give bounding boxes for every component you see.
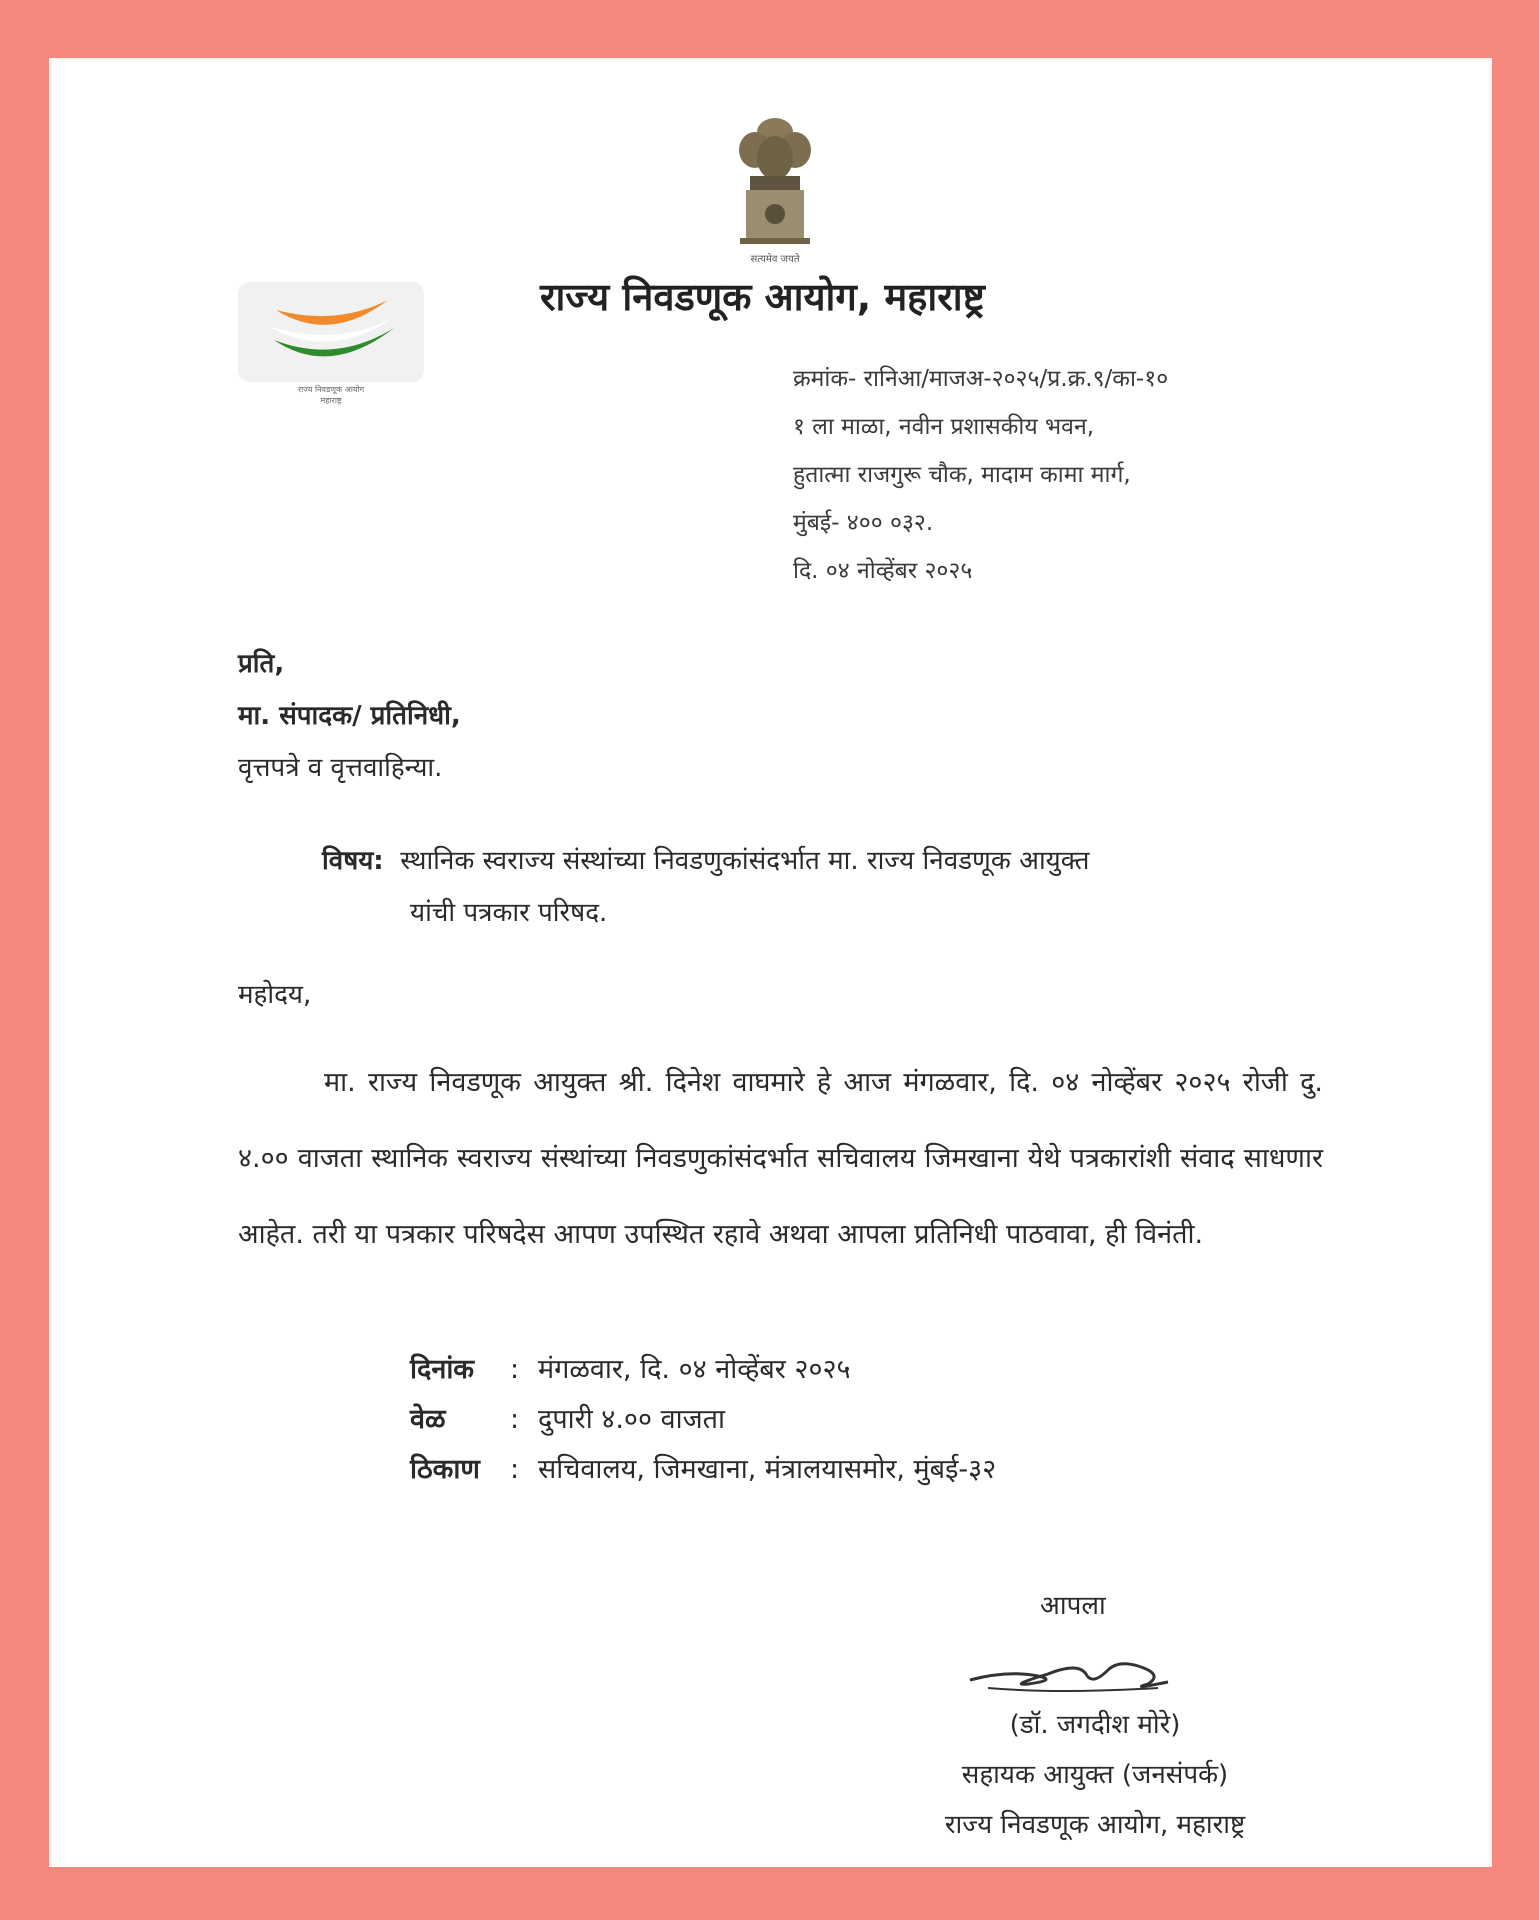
subject-block (322, 835, 1322, 939)
signatory-block (880, 1700, 1310, 1850)
detail-sep: : (510, 1404, 520, 1435)
signature-icon (968, 1640, 1188, 1700)
emblem-caption: सत्यमेव जयते (750, 254, 800, 265)
recipient-block (238, 638, 461, 794)
detail-sep: : (510, 1354, 520, 1385)
subject-line-2: यांची पत्रकार परिषद. (410, 898, 608, 928)
commission-logo-icon (238, 282, 424, 382)
address-line-3: मुंबई- ४०० ०३२. (793, 510, 934, 536)
recipient-org: वृत्तपत्रे व वृत्तवाहिन्या. (238, 753, 443, 783)
address-line-2: हुतात्मा राजगुरू चौक, मादाम कामा मार्ग, (793, 462, 1131, 488)
salutation: महोदय, (238, 980, 312, 1010)
detail-row-date (410, 1345, 996, 1395)
body-paragraph: मा. राज्य निवडणूक आयुक्त श्री. दिनेश वाघमारे हे आज मंगळवार, दि. ०४ नोव्हेंबर २०२५ रोजी दु. ४.०० वाजता स्थानिक स्वराज्य संस्थांच्या निवडणुकांसंदर्भात सचिवालय जिमखाना येथे पत्रकारांशी संवाद साधणार आहेत. तरी या पत्रकार परिषदेस आपण उपस्थित रहावे अथवा आपला प्रतिनिधी पाठवावा, ही विनंती. (238, 1067, 1323, 1250)
logo-caption-line2: महाराष्ट्र (320, 396, 342, 405)
signatory-org: राज्य निवडणूक आयोग, महाराष्ट्र (944, 1810, 1246, 1840)
detail-key: दिनांक (410, 1354, 475, 1385)
signatory-name: (डॉ. जगदीश मोरे) (1009, 1710, 1181, 1740)
event-details (410, 1345, 996, 1495)
logo-caption-line1: राज्य निवडणूक आयोग (297, 385, 365, 394)
address-block (793, 355, 1168, 595)
detail-row-time (410, 1395, 996, 1445)
signoff-yours: आपला (1040, 1591, 1106, 1621)
reference-number: क्रमांक- रानिआ/माजअ-२०२५/प्र.क्र.९/का-१० (793, 366, 1169, 392)
recipient-prati: प्रति, (238, 649, 285, 679)
recipient-name: मा. संपादक/ प्रतिनिधी, (238, 701, 461, 731)
national-emblem-icon (720, 110, 830, 270)
signatory-designation: सहायक आयुक्त (जनसंपर्क) (961, 1760, 1229, 1790)
detail-value: मंगळवार, दि. ०४ नोव्हेंबर २०२५ (538, 1354, 851, 1385)
subject-line-1: स्थानिक स्वराज्य संस्थांच्या निवडणुकांसंदर्भात मा. राज्य निवडणूक आयुक्त (400, 846, 1090, 876)
subject-label: विषय: (322, 846, 384, 876)
detail-key: वेळ (410, 1404, 446, 1435)
detail-sep: : (510, 1454, 520, 1485)
address-line-1: १ ला माळा, नवीन प्रशासकीय भवन, (793, 414, 1095, 440)
detail-value: दुपारी ४.०० वाजता (538, 1404, 725, 1435)
logo-caption (236, 384, 426, 406)
detail-row-venue (410, 1445, 996, 1495)
detail-key: ठिकाण (410, 1454, 480, 1485)
detail-value: सचिवालय, जिमखाना, मंत्रालयासमोर, मुंबई-३२ (538, 1454, 997, 1485)
letter-date: दि. ०४ नोव्हेंबर २०२५ (793, 558, 973, 584)
letterhead-title: राज्य निवडणूक आयोग, महाराष्ट्र (540, 275, 985, 319)
